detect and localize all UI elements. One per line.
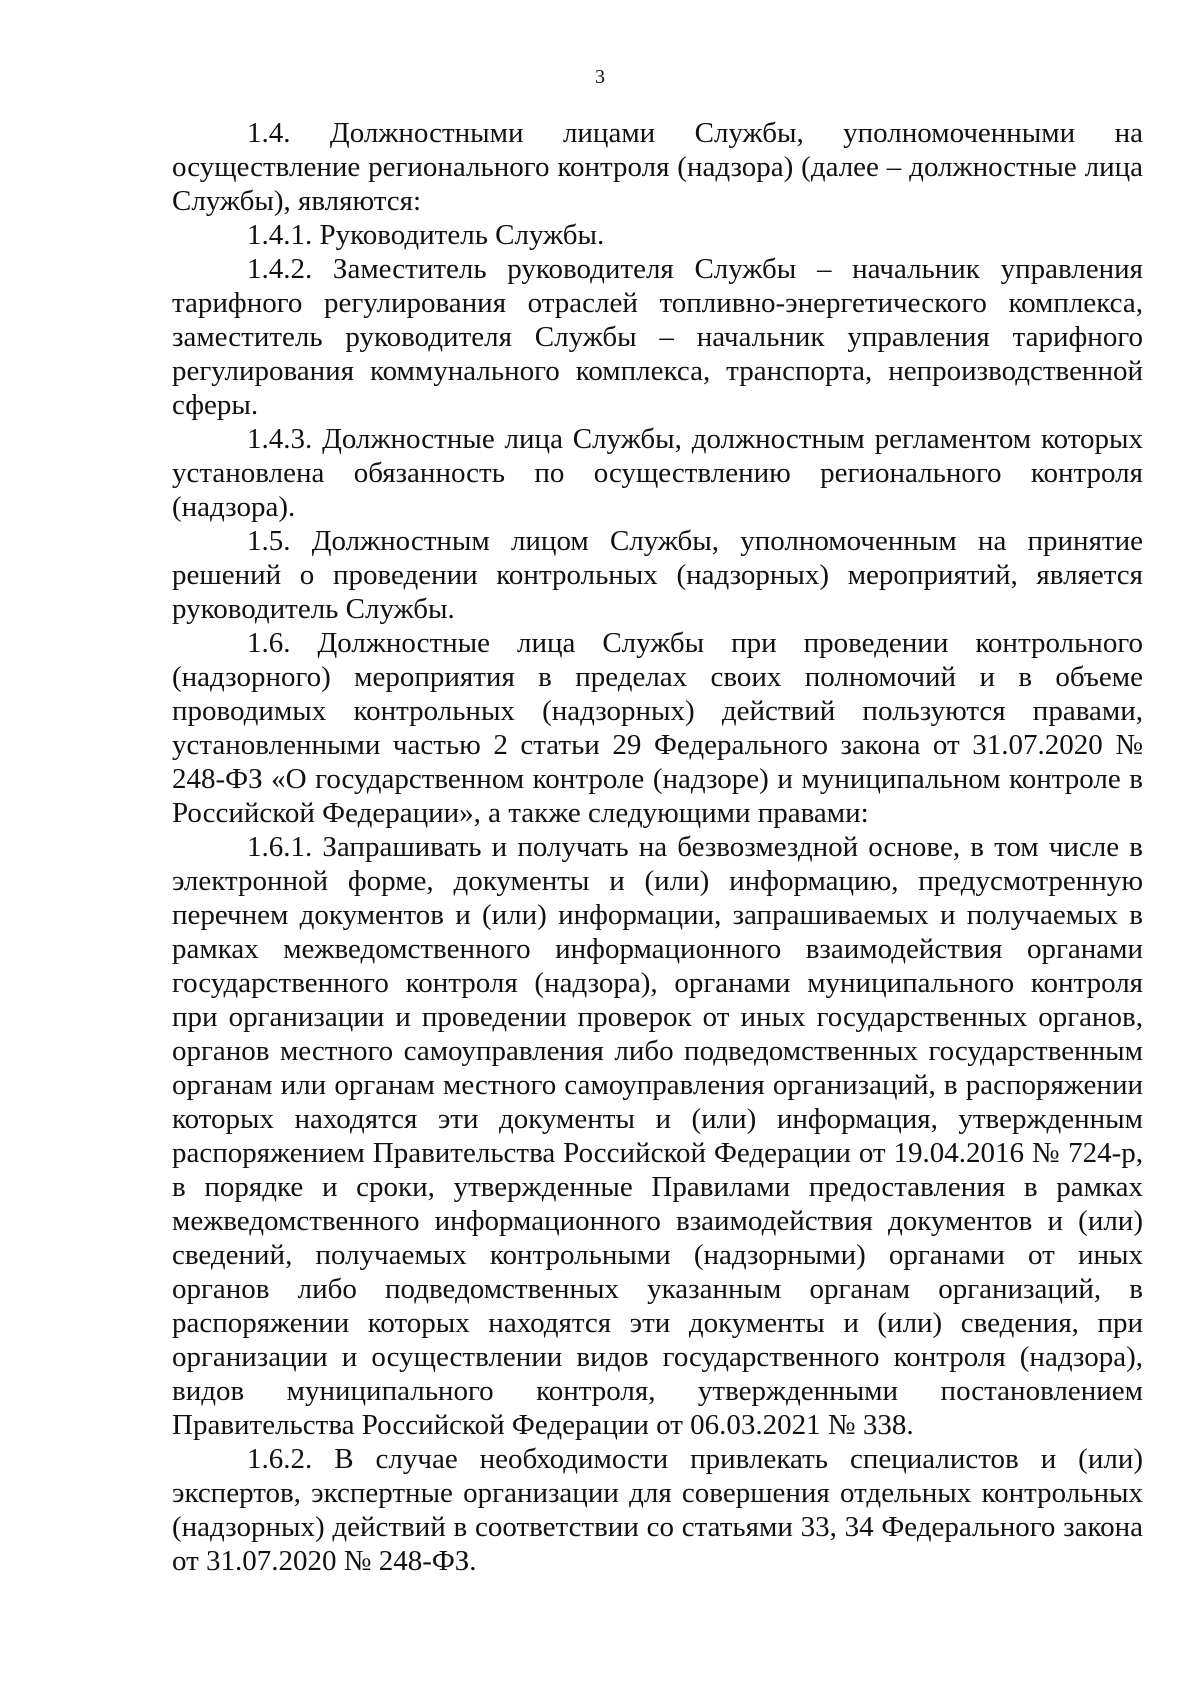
paragraph-1-6-1: 1.6.1. Запрашивать и получать на безвозмездной основе, в том числе в электронной форме, документы и (или) информацию, предусмотренную перечнем документов и (или) информации, запрашиваемых и получаемых в рамках межведомственного информационного взаимодействия органами государственного контроля (надзора), органами муниципального контроля при организации и проведении проверок от иных государственных органов, органов местного самоуправления либо подведомственных государственным органам или органам местного самоуправления организаций, в распоряжении которых находятся эти документы и (или) информация, утвержденным распоряжением Правительства Российской Федерации от 19.04.2016 № 724-р, в порядке и сроки, утвержденные Правилами предоставления в рамках межведомственного информационного взаимодействия документов и (или) сведений, получаемых контрольными (надзорными) органами от иных органов либо подведомственных указанным органам организаций, в распоряжении которых находятся эти документы и (или) сведения, при организации и осуществлении видов государственного контроля (надзора), видов муниципального контроля, утвержденными постановлением Правительства Российской Федерации от 06.03.2021 № 338. (172, 831, 1143, 1441)
paragraph-1-4: 1.4. Должностными лицами Службы, уполномоченными на осуществление регионального контроля (надзора) (далее – должностные лица Службы), являются: (172, 117, 1143, 217)
paragraph-1-6: 1.6. Должностные лица Службы при проведении контрольного (надзорного) мероприятия в пределах своих полномочий и в объеме проводимых контрольных (надзорных) действий пользуются правами, установленными частью 2 статьи 29 Федерального закона от 31.07.2020 № 248-ФЗ «О государственном контроле (надзоре) и муниципальном контроле в Российской Федерации», а также следующими правами: (172, 627, 1143, 829)
paragraph-1-6-2: 1.6.2. В случае необходимости привлекать специалистов и (или) экспертов, экспертные организации для совершения отдельных контрольных (надзорных) действий в соответствии со статьями 33, 34 Федерального закона от 31.07.2020 № 248-ФЗ. (172, 1443, 1143, 1577)
paragraph-1-5: 1.5. Должностным лицом Службы, уполномоченным на принятие решений о проведении контрольных (надзорных) мероприятий, является руководитель Службы. (172, 525, 1143, 625)
document-body (172, 116, 1143, 1578)
paragraph-1-4-2: 1.4.2. Заместитель руководителя Службы – начальник управления тарифного регулирования отраслей топливно-энергетического комплекса, заместитель руководителя Службы – начальник управления тарифного регулирования коммунального комплекса, транспорта, непроизводственной сферы. (172, 253, 1143, 421)
paragraph-1-4-1: 1.4.1. Руководитель Службы. (247, 219, 605, 251)
paragraph-1-4-3: 1.4.3. Должностные лица Службы, должностным регламентом которых установлена обязанность по осуществлению регионального контроля (надзора). (172, 423, 1143, 523)
page-number: 3 (595, 66, 605, 88)
